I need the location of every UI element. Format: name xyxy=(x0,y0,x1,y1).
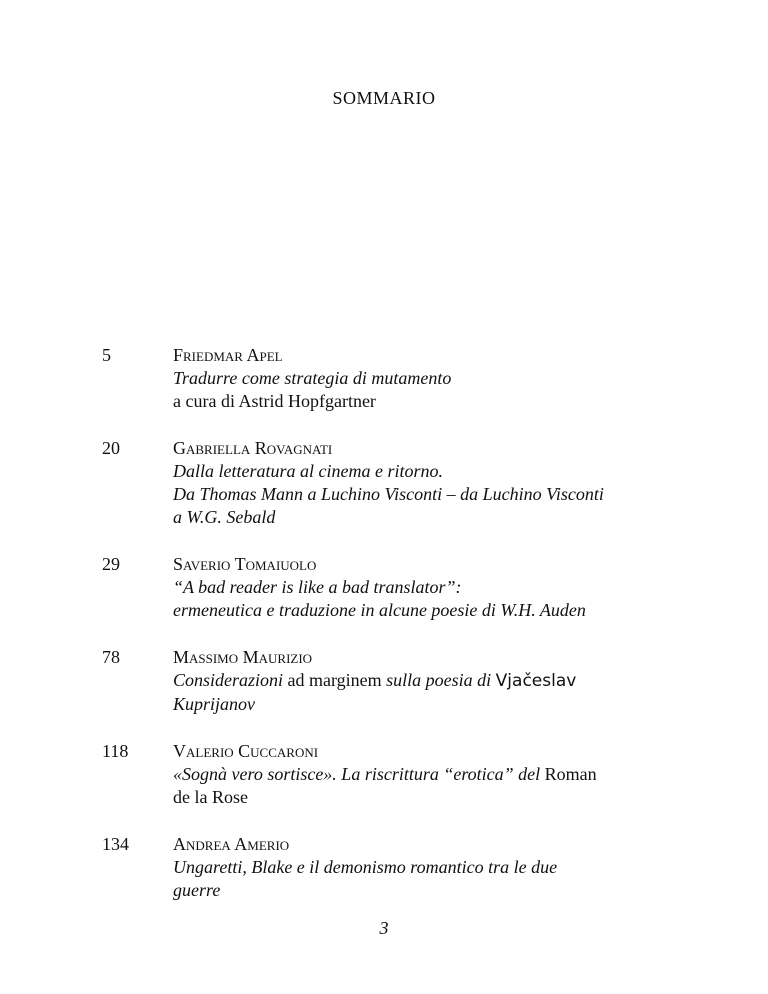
toc-title-part: «Sognà vero sortisce». La riscrittura “erotica” del xyxy=(173,764,545,784)
toc-entry-body xyxy=(173,740,681,809)
toc-page-number: 20 xyxy=(102,438,120,458)
toc-author: Massimo Maurizio xyxy=(173,647,313,667)
toc-article-title xyxy=(173,669,681,693)
toc-article-title: “A bad reader is like a bad translator”: xyxy=(173,577,462,597)
toc-title-part: ad marginem xyxy=(283,670,387,690)
toc-article-title-cont: guerre xyxy=(173,880,221,900)
table-of-contents xyxy=(0,344,768,926)
toc-article-title: Dalla letteratura al cinema e ritorno. xyxy=(173,461,443,481)
toc-page-number: 78 xyxy=(102,647,120,667)
toc-author: Gabriella Rovagnati xyxy=(173,438,333,458)
toc-title-part: Roman xyxy=(544,764,597,784)
toc-entry xyxy=(0,437,768,529)
toc-author: Friedmar Apel xyxy=(173,345,283,365)
toc-entry xyxy=(0,833,768,902)
toc-entry xyxy=(0,344,768,413)
toc-entry-body xyxy=(173,437,681,529)
toc-page-number: 29 xyxy=(102,554,120,574)
toc-entry-body xyxy=(173,833,681,902)
toc-article-title xyxy=(173,763,681,786)
toc-author: Andrea Amerio xyxy=(173,834,290,854)
toc-title-part: sulla poesia di xyxy=(386,670,496,690)
toc-article-title-cont: de la Rose xyxy=(173,787,248,807)
toc-title-part: Considerazioni xyxy=(173,670,284,690)
toc-entry xyxy=(0,740,768,809)
toc-entry-body xyxy=(173,646,681,716)
toc-article-subtitle: ermeneutica e traduzione in alcune poesie di W.H. Auden xyxy=(173,600,586,620)
toc-article-title: Tradurre come strategia di mutamento xyxy=(173,368,452,388)
toc-article-title-cont: Kuprijanov xyxy=(173,694,256,714)
toc-title-part: Vjačeslav xyxy=(495,671,577,691)
toc-article-subtitle-cont: a W.G. Sebald xyxy=(173,507,276,527)
toc-entry xyxy=(0,553,768,622)
toc-page-number: 5 xyxy=(102,345,111,365)
toc-entry-body xyxy=(173,553,681,622)
toc-article-subtitle: Da Thomas Mann a Luchino Visconti – da Luchino Visconti xyxy=(173,484,604,504)
page-folio: 3 xyxy=(379,918,389,938)
toc-editor-note: a cura di Astrid Hopfgartner xyxy=(173,391,376,411)
toc-author: Valerio Cuccaroni xyxy=(173,741,319,761)
page-title: SOMMARIO xyxy=(332,88,436,108)
toc-author: Saverio Tomaiuolo xyxy=(173,554,317,574)
toc-page-number: 118 xyxy=(102,741,129,761)
toc-article-title: Ungaretti, Blake e il demonismo romantico tra le due xyxy=(173,857,558,877)
toc-entry-body xyxy=(173,344,681,413)
toc-entry xyxy=(0,646,768,716)
toc-page-number: 134 xyxy=(102,834,129,854)
